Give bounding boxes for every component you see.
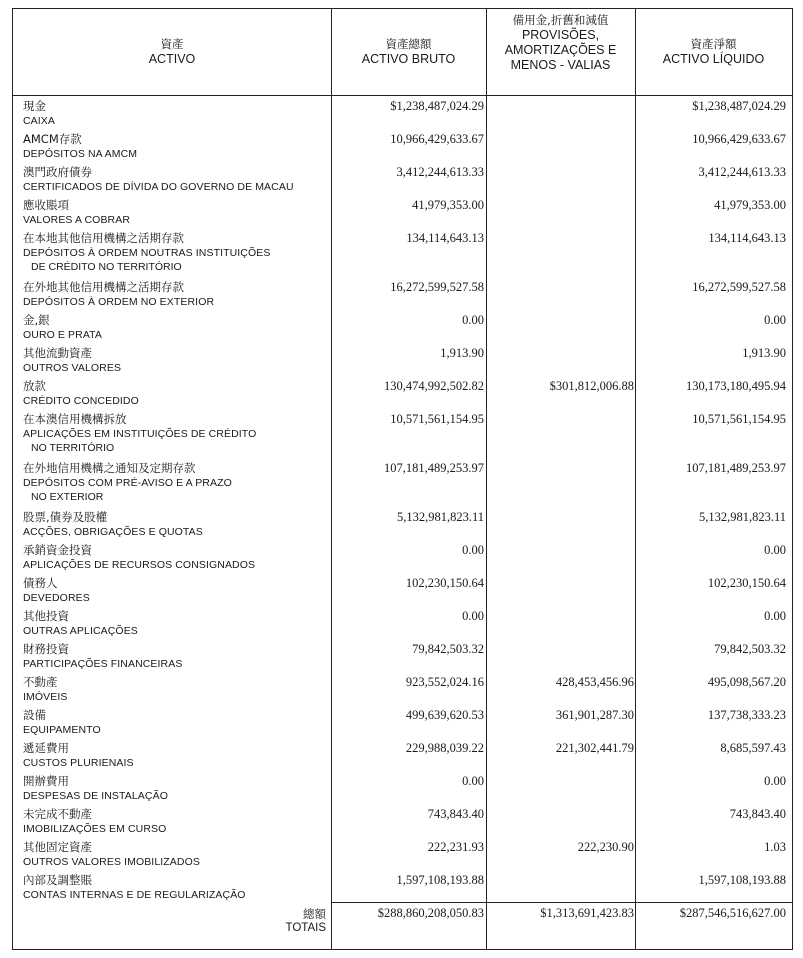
row-label-zh: 遞延費用 [23, 741, 69, 755]
row-label-zh: 在外地信用機構之通知及定期存款 [23, 461, 196, 475]
table-row [13, 309, 792, 342]
table-row [13, 227, 792, 273]
totals-row [13, 902, 792, 949]
row-net-value: 16,272,599,527.58 [692, 280, 786, 294]
row-net-value: 134,114,643.13 [708, 231, 786, 245]
row-label-pt: IMÓVEIS [23, 691, 68, 703]
row-label-pt: CAIXA [23, 115, 56, 127]
row-label-zh: 不動產 [23, 675, 58, 689]
row-label-pt: DEPÓSITOS NA AMCM [23, 148, 138, 160]
row-net-value: 743,843.40 [729, 807, 786, 821]
row-label-pt: OURO E PRATA [23, 329, 102, 341]
header-provisions [486, 9, 635, 95]
row-net-value: 495,098,567.20 [707, 675, 786, 689]
row-label-pt: OUTROS VALORES [23, 362, 122, 374]
row-gross-value: 10,966,429,633.67 [390, 132, 484, 146]
totals-net: $287,546,516,627.00 [679, 906, 786, 920]
table-row [13, 276, 792, 309]
row-gross-value: 0.00 [462, 609, 484, 623]
row-gross-value: 3,412,244,613.33 [396, 165, 484, 179]
row-label-pt: OUTROS VALORES IMOBILIZADOS [23, 856, 200, 868]
row-gross-value: $1,238,487,024.29 [390, 99, 484, 113]
table-row [13, 506, 792, 539]
row-gross-value: 41,979,353.00 [412, 198, 484, 212]
row-label-zh: 應收賬項 [23, 198, 69, 212]
totals-gross: $288,860,208,050.83 [377, 906, 484, 920]
row-provisions-value: 361,901,287.30 [555, 708, 634, 722]
row-net-value: 1.03 [764, 840, 786, 854]
row-gross-value: 222,231.93 [427, 840, 484, 854]
header-net [635, 9, 792, 95]
table-row [13, 194, 792, 227]
row-net-value: 0.00 [764, 313, 786, 327]
header-asset-pt: ACTIVO [148, 52, 196, 66]
row-label-pt: IMOBILIZAÇÕES EM CURSO [23, 823, 167, 835]
row-gross-value: 102,230,150.64 [405, 576, 484, 590]
row-label-zh: 設備 [23, 708, 46, 722]
row-label-pt: ACÇÕES, OBRIGAÇÕES E QUOTAS [23, 526, 203, 538]
row-label-pt: CERTIFICADOS DE DÍVIDA DO GOVERNO DE MACAU [23, 181, 294, 193]
row-label-pt: OUTRAS APLICAÇÕES [23, 625, 138, 637]
row-gross-value: 923,552,024.16 [405, 675, 484, 689]
table-row [13, 128, 792, 161]
row-net-value: 1,913.90 [742, 346, 786, 360]
row-gross-value: 134,114,643.13 [406, 231, 484, 245]
table-row [13, 836, 792, 869]
row-label-zh: 現金 [23, 99, 46, 113]
row-gross-value: 1,597,108,193.88 [396, 873, 484, 887]
row-label-pt: PARTICIPAÇÕES FINANCEIRAS [23, 658, 183, 670]
row-net-value: 1,597,108,193.88 [698, 873, 786, 887]
table-row [13, 803, 792, 836]
row-provisions-value: 221,302,441.79 [555, 741, 634, 755]
row-provisions-value: 428,453,456.96 [555, 675, 634, 689]
table-row [13, 539, 792, 572]
row-label-zh: 財務投資 [23, 642, 69, 656]
row-net-value: $1,238,487,024.29 [692, 99, 786, 113]
row-label-pt-continued: NO TERRITÓRIO [31, 442, 115, 454]
table-row [13, 161, 792, 194]
row-label-zh: 內部及調整賬 [23, 873, 92, 887]
header-provisions-zh: 備用金,折舊和減值 [512, 13, 609, 27]
header-provisions-pt3: MENOS - VALIAS [510, 58, 611, 72]
table-row [13, 638, 792, 671]
row-label-zh: 承銷資金投資 [23, 543, 92, 557]
table-row [13, 737, 792, 770]
row-provisions-value: $301,812,006.88 [549, 379, 634, 393]
row-net-value: 130,173,180,495.94 [686, 379, 786, 393]
row-net-value: 0.00 [764, 609, 786, 623]
totals-provisions: $1,313,691,423.83 [540, 906, 634, 920]
row-net-value: 0.00 [764, 774, 786, 788]
row-label-zh: 在本地其他信用機構之活期存款 [23, 231, 184, 245]
row-label-zh: 澳門政府債券 [23, 165, 92, 179]
header-gross-pt: ACTIVO BRUTO [361, 52, 456, 66]
table-row [13, 572, 792, 605]
row-label-zh: 股票,債券及股權 [23, 510, 108, 524]
row-gross-value: 499,639,620.53 [405, 708, 484, 722]
row-net-value: 3,412,244,613.33 [698, 165, 786, 179]
table-row [13, 375, 792, 408]
row-gross-value: 5,132,981,823.11 [396, 510, 484, 524]
row-gross-value: 130,474,992,502.82 [384, 379, 484, 393]
row-label-pt: DEPÓSITOS COM PRÉ-AVISO E A PRAZO [23, 477, 232, 489]
header-gross-zh: 資產總額 [385, 37, 432, 51]
header-net-pt: ACTIVO LÍQUIDO [662, 52, 765, 66]
row-label-pt: VALORES A COBRAR [23, 214, 131, 226]
row-label-zh: 金,銀 [23, 313, 50, 327]
table-row [13, 704, 792, 737]
row-label-pt: CONTAS INTERNAS E DE REGULARIZAÇÃO [23, 889, 246, 901]
row-gross-value: 743,843.40 [427, 807, 484, 821]
table-row [13, 770, 792, 803]
row-gross-value: 16,272,599,527.58 [390, 280, 484, 294]
row-net-value: 102,230,150.64 [707, 576, 786, 590]
row-label-zh: 開辦費用 [23, 774, 69, 788]
row-net-value: 107,181,489,253.97 [686, 461, 786, 475]
table-row [13, 605, 792, 638]
table-row [13, 95, 792, 128]
row-label-pt-continued: NO EXTERIOR [31, 491, 104, 503]
row-net-value: 137,738,333.23 [707, 708, 786, 722]
header-asset-zh: 資產 [160, 37, 184, 51]
table-row [13, 408, 792, 454]
row-label-pt: DESPESAS DE INSTALAÇÃO [23, 790, 168, 802]
row-label-pt: APLICAÇÕES DE RECURSOS CONSIGNADOS [23, 559, 256, 571]
totals-label [286, 906, 326, 934]
row-label-zh: 其他投資 [23, 609, 69, 623]
row-net-value: 10,966,429,633.67 [692, 132, 786, 146]
row-net-value: 8,685,597.43 [720, 741, 786, 755]
totals-label-zh: 總額 [303, 907, 326, 921]
row-label-zh: 放款 [23, 379, 46, 393]
row-label-pt-continued: DE CRÉDITO NO TERRITÓRIO [31, 261, 182, 273]
row-gross-value: 0.00 [462, 543, 484, 557]
row-label-pt: CUSTOS PLURIENAIS [23, 757, 134, 769]
header-asset [13, 9, 331, 95]
header-net-zh: 資產淨額 [690, 37, 737, 51]
row-label-zh: 其他固定資產 [23, 840, 92, 854]
row-label-pt: DEPÓSITOS À ORDEM NO EXTERIOR [23, 296, 215, 308]
row-gross-value: 1,913.90 [440, 346, 484, 360]
row-net-value: 10,571,561,154.95 [692, 412, 786, 426]
row-net-value: 41,979,353.00 [714, 198, 786, 212]
row-label-pt: APLICAÇÕES EM INSTITUIÇÕES DE CRÉDITO [23, 428, 257, 440]
row-label-zh: 未完成不動產 [23, 807, 92, 821]
row-provisions-value: 222,230.90 [577, 840, 634, 854]
row-label-zh: 在外地其他信用機構之活期存款 [23, 280, 184, 294]
row-label-zh: 債務人 [23, 576, 58, 590]
table-row [13, 342, 792, 375]
row-gross-value: 0.00 [462, 774, 484, 788]
row-net-value: 79,842,503.32 [714, 642, 786, 656]
table-row [13, 671, 792, 704]
row-gross-value: 107,181,489,253.97 [384, 461, 484, 475]
header-provisions-pt2: AMORTIZAÇÕES E [504, 43, 617, 57]
row-gross-value: 0.00 [462, 313, 484, 327]
row-label-zh: 其他流動資產 [23, 346, 92, 360]
header-gross [331, 9, 486, 95]
balance-sheet-table [12, 8, 793, 950]
row-net-value: 5,132,981,823.11 [698, 510, 786, 524]
row-label-pt: EQUIPAMENTO [23, 724, 101, 736]
header-provisions-pt1: PROVISÕES, [521, 28, 600, 42]
row-label-pt: DEPÓSITOS À ORDEM NOUTRAS INSTITUIÇÕES [23, 247, 271, 259]
row-gross-value: 10,571,561,154.95 [390, 412, 484, 426]
row-gross-value: 229,988,039.22 [405, 741, 484, 755]
row-label-zh: AMCM存款 [23, 132, 82, 146]
row-label-zh: 在本澳信用機構拆放 [23, 412, 127, 426]
row-net-value: 0.00 [764, 543, 786, 557]
table-row [13, 869, 792, 902]
row-label-pt: CRÉDITO CONCEDIDO [23, 395, 139, 407]
row-label-pt: DEVEDORES [23, 592, 90, 604]
totals-label-pt: TOTAIS [285, 922, 326, 934]
table-row [13, 457, 792, 503]
row-gross-value: 79,842,503.32 [412, 642, 484, 656]
